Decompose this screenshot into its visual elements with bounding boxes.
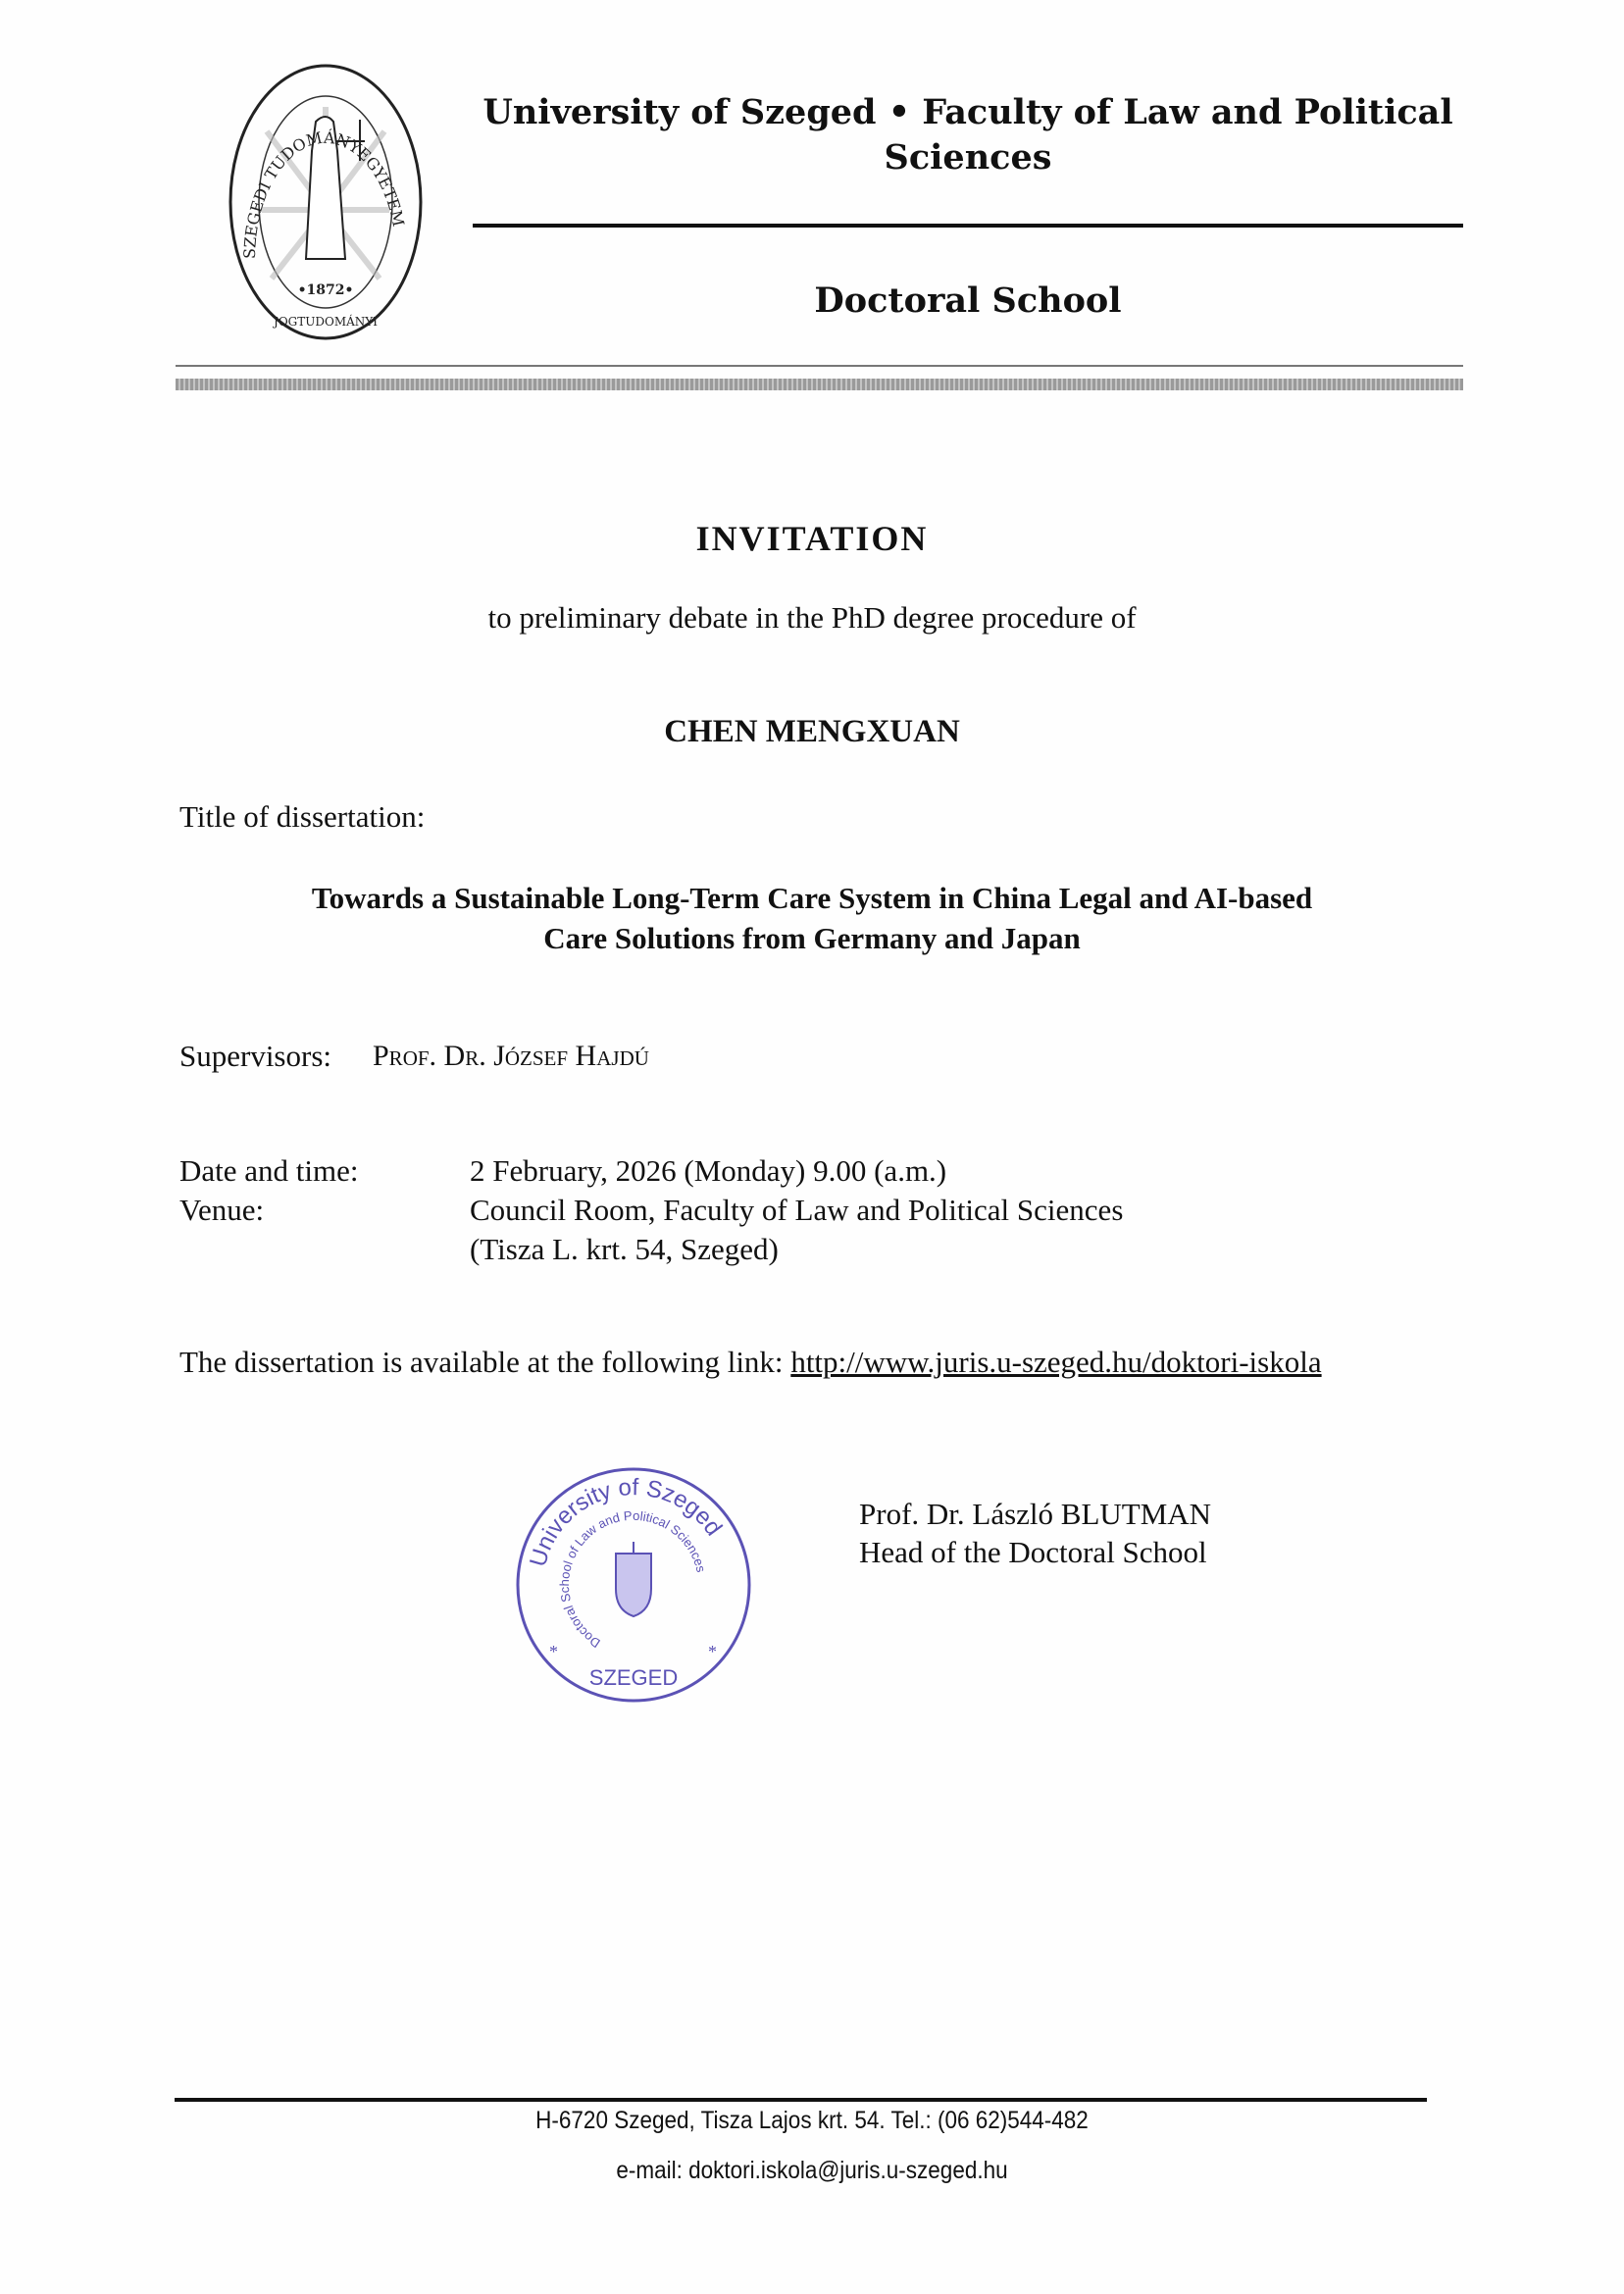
svg-text:*: *: [549, 1642, 558, 1661]
title-label: Title of dissertation:: [179, 799, 426, 834]
header-rule: [473, 224, 1463, 228]
date-label: Date and time:: [179, 1153, 359, 1188]
venue-label: Venue:: [179, 1193, 265, 1227]
venue-line-2: (Tisza L. krt. 54, Szeged): [470, 1232, 779, 1266]
supervisors-label: Supervisors:: [179, 1039, 331, 1073]
logo-year: •1872•: [297, 282, 354, 298]
stamp-inner-text: Doctoral School of Law and Political Sciences: [556, 1507, 709, 1652]
divider-thin: [176, 365, 1463, 367]
invitation-heading: INVITATION: [695, 519, 929, 558]
footer-email: e-mail: doktori.iskola@juris.u-szeged.hu: [616, 2157, 1008, 2184]
coat-of-arms-icon: [616, 1554, 651, 1616]
institution-line-2: Sciences: [884, 137, 1052, 178]
dissertation-link-line: [179, 1343, 1322, 1382]
venue-line-1: Council Room, Faculty of Law and Political Sciences: [470, 1193, 1124, 1227]
link-intro: The dissertation is available at the following link:: [179, 1345, 791, 1379]
school-name: Doctoral School: [814, 280, 1122, 321]
venue-value: [470, 1191, 1123, 1269]
candidate-name: CHEN MENGXUAN: [664, 714, 960, 749]
dissertation-title-line-1: Towards a Sustainable Long-Term Care System in China Legal and AI-based: [311, 881, 1313, 915]
institution-title: [473, 90, 1463, 180]
divider-band: [176, 379, 1463, 390]
institution-line-1: University of Szeged • Faculty of Law and Political: [482, 92, 1453, 132]
footer-address: H-6720 Szeged, Tisza Lajos krt. 54. Tel.: (06 62)544-482: [535, 2107, 1089, 2134]
supervisors-value: Prof. Dr. József Hajdú: [373, 1040, 649, 1072]
stamp-bottom-text: SZEGED: [588, 1665, 679, 1690]
dissertation-title: [0, 878, 1624, 958]
svg-text:JOGTUDOMÁNYI: JOGTUDOMÁNYI: [274, 315, 378, 329]
signatory-name: Prof. Dr. László BLUTMAN: [859, 1497, 1212, 1531]
signatory-role: Head of the Doctoral School: [859, 1535, 1207, 1569]
footer-rule: [175, 2098, 1427, 2102]
dissertation-title-line-2: Care Solutions from Germany and Japan: [543, 921, 1081, 955]
logo-ring-text: SZEGEDI TUDOMÁNYEGYETEM: [239, 127, 409, 260]
invitation-subheading: to preliminary debate in the PhD degree procedure of: [487, 600, 1137, 635]
dissertation-link[interactable]: http://www.juris.u-szeged.hu/doktori-iskola: [790, 1345, 1322, 1379]
svg-text:*: *: [708, 1642, 717, 1661]
date-value: 2 February, 2026 (Monday) 9.00 (a.m.): [470, 1153, 947, 1188]
stamp-outer-text: University of Szeged: [525, 1474, 728, 1570]
official-stamp: [514, 1465, 753, 1705]
university-seal-logo: [228, 63, 424, 341]
